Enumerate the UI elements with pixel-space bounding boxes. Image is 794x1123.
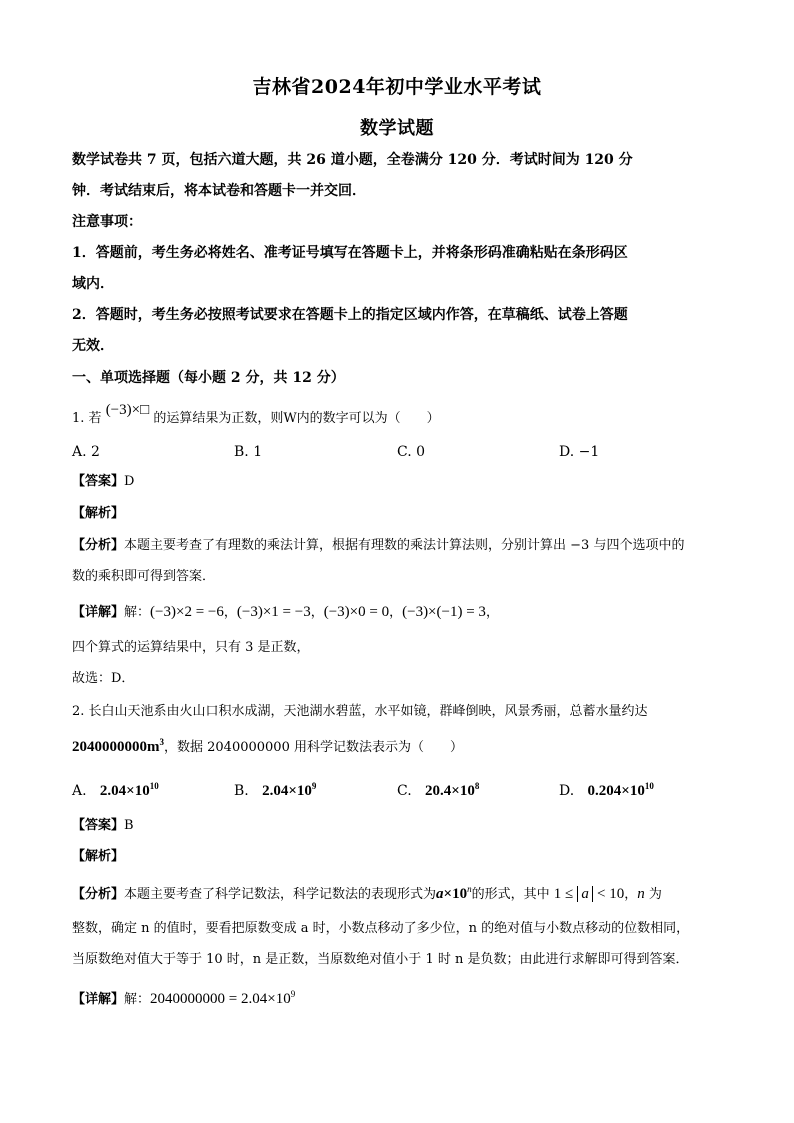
q2-option-b (234, 781, 316, 801)
notice-2b: 无效． (72, 338, 114, 354)
q2-answer-tag: 【答案】 (72, 818, 125, 833)
q2-fenxi-2: 整数，确定 n 的值时，要看把原数变成 a 时，小数点移动了多少位，n 的绝对值与小数点移动的位数相同， (72, 921, 690, 936)
q2-ineq-2: < 10 (597, 886, 625, 902)
q2-fenxi-tag: 【分析】 (72, 887, 125, 902)
q1-option-b: B. 1 (234, 444, 263, 460)
q2-detail-eq: 2040000000 = 2.04×10 (150, 991, 291, 1007)
q1-eq-2: (−3)×1 = −3 (236, 604, 311, 620)
q2-option-a-exp: 10 (149, 781, 159, 791)
q2-volume-exp: 3 (159, 737, 164, 747)
intro-line-2: 钟．考试结束后，将本试卷和答题卡一并交回． (72, 183, 366, 199)
q2-option-b-label: B. (234, 783, 249, 799)
q1-conclusion-a: 四个算式的运算结果中，只有 3 是正数， (72, 640, 310, 655)
q1-fenxi-a (72, 536, 684, 556)
q1-answer (72, 472, 134, 492)
q2-option-b-exp: 9 (311, 781, 317, 791)
q2-option-c-label: C. (397, 783, 412, 799)
q2-fenxi-1 (72, 884, 662, 905)
q1-sep-4: ， (485, 605, 499, 620)
q1-answer-tag: 【答案】 (72, 474, 125, 489)
q2-stem-b-text: ，数据 2040000000 用科学记数法表示为（ ） (164, 740, 463, 755)
q1-option-a: A. 2 (72, 444, 100, 460)
q2-form-x: ×10 (443, 886, 468, 902)
q1-detail-tag: 【详解】 (72, 605, 125, 620)
q2-option-b-base: 2.04×10 (262, 783, 312, 799)
intro-line-1: 数学试卷共 7 页，包括六道大题，共 26 道小题，全卷满分 120 分．考试时间为 120 分 (72, 152, 633, 168)
q1-option-c: C. 0 (397, 444, 426, 460)
q2-detail-tag: 【详解】 (72, 992, 125, 1007)
q2-option-d-base: 0.204×10 (587, 783, 645, 799)
q2-detail-exp: 9 (290, 989, 296, 999)
q2-option-d (559, 781, 654, 801)
q1-analysis-tag: 【解析】 (72, 506, 125, 521)
q1-answer-value: D (124, 474, 135, 489)
page-title: 吉林省2024年初中学业水平考试 (252, 76, 542, 98)
q1-expression: (−3)×□ (105, 402, 150, 418)
q2-option-a (72, 781, 159, 801)
q1-eq-4: (−3)×(−1) = 3 (402, 604, 486, 620)
q2-stem-a: 2. 长白山天池系由火山口积水成湖，天池湖水碧蓝，水平如镜，群峰倒映，风景秀丽，总蓄水量约达 (72, 704, 648, 719)
q1-detail (72, 602, 499, 623)
q2-ineq-1: 1 ≤ (553, 886, 574, 902)
q2-option-d-exp: 10 (644, 781, 654, 791)
q2-option-c (397, 781, 479, 801)
q2-fenxi-1b: 的形式，其中 (471, 887, 550, 902)
q2-fenxi-3: 当原数绝对值大于等于 10 时，n 是正数，当原数绝对值小于 1 时 n 是负数；由此进行求解即可得到答案． (72, 952, 689, 967)
notice-1a: 1．答题前，考生务必将姓名、准考证号填写在答题卡上，并将条形码准确粘贴在条形码区 (72, 245, 628, 261)
q1-fenxi-tag: 【分析】 (72, 538, 125, 553)
q2-form-n: n (467, 884, 472, 894)
q1-sep-3: ， (389, 605, 403, 620)
q2-option-d-label: D. (559, 783, 575, 799)
q1-eq-1: (−3)×2 = −6 (150, 604, 224, 620)
q2-detail (72, 989, 295, 1010)
q1-sep-2: ， (310, 605, 324, 620)
q2-fenxi-1a: 本题主要考查了科学记数法，科学记数法的表现形式为 (124, 887, 437, 902)
notice-1b: 域内． (72, 276, 114, 292)
q1-detail-prefix: 解： (124, 605, 151, 620)
q2-volume: 2040000000m (72, 739, 160, 755)
q1-eq-3: (−3)×0 = 0 (323, 604, 390, 620)
q2-option-c-exp: 8 (474, 781, 480, 791)
q2-answer-value: B (124, 818, 134, 833)
notice-title: 注意事项： (72, 214, 142, 230)
q2-fenxi-1c: ， (624, 887, 638, 902)
q1-stem (72, 402, 440, 429)
q2-form-a: a (436, 886, 444, 902)
q1-fenxi-b: 数的乘积即可得到答案． (72, 569, 216, 584)
q2-analysis-tag: 【解析】 (72, 849, 125, 864)
notice-2a: 2．答题时，考生务必按照考试要求在答题卡上的指定区域内作答，在草稿纸、试卷上答题 (72, 307, 628, 323)
q1-conclusion-b: 故选：D． (72, 671, 135, 686)
q1-number: 1. 若 (72, 411, 102, 426)
q2-answer (72, 816, 134, 836)
q2-option-a-label: A. (72, 783, 87, 799)
section-1-title: 一、单项选择题（每小题 2 分，共 12 分） (72, 370, 345, 386)
q2-option-c-base: 20.4×10 (425, 783, 475, 799)
q2-ineq-abs-a: a (577, 886, 593, 902)
q2-fenxi-1d-n: n (637, 886, 645, 902)
q1-sep-1: ， (223, 605, 237, 620)
q2-option-a-base: 2.04×10 (99, 783, 150, 799)
q2-detail-prefix: 解： (124, 992, 151, 1007)
q1-option-d: D. −1 (559, 444, 600, 460)
q2-stem-b (72, 737, 463, 758)
q2-fenxi-1e: 为 (644, 887, 662, 902)
q1-fenxi-text-a: 本题主要考查了有理数的乘法计算，根据有理数的乘法计算法则，分别计算出 −3 与四个选项中的 (124, 538, 685, 553)
q1-stem-text: 的运算结果为正数，则W内的数字可以为（ ） (153, 411, 440, 426)
page-subtitle: 数学试题 (360, 118, 434, 139)
